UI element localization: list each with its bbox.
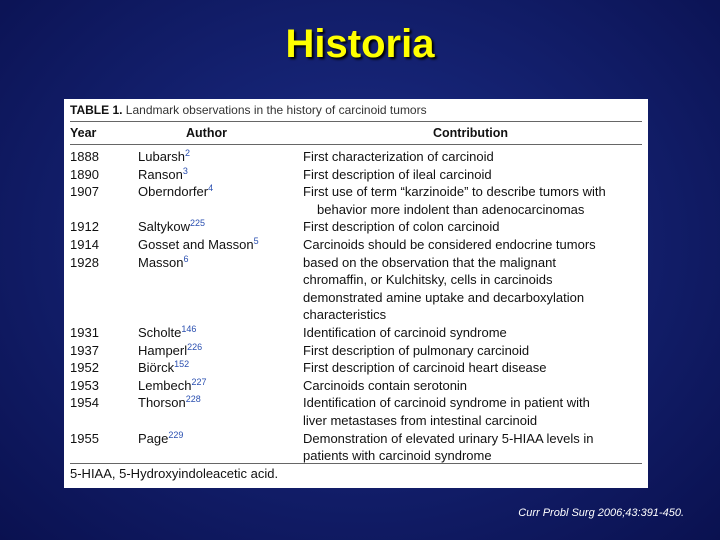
cell-contribution bbox=[303, 218, 642, 236]
contribution-line: First use of term “karzinoide” to describe tumors with bbox=[303, 184, 606, 200]
author-name: Page bbox=[138, 430, 169, 446]
cell-year: 1955 bbox=[70, 430, 99, 446]
contribution-line: Carcinoids should be considered endocrine tumors bbox=[303, 236, 596, 252]
table-row bbox=[70, 236, 642, 254]
cell-contribution bbox=[303, 166, 642, 184]
author-name: Lembech bbox=[138, 377, 192, 393]
contribution-line: demonstrated amine uptake and decarboxylation bbox=[303, 289, 585, 305]
table-row bbox=[70, 218, 642, 236]
cell-contribution bbox=[303, 183, 642, 218]
cell-author bbox=[138, 377, 303, 395]
cell-author bbox=[138, 148, 303, 166]
cell-contribution bbox=[303, 359, 642, 377]
author-name: Gosset and Masson bbox=[138, 236, 254, 252]
cell-author bbox=[138, 236, 303, 254]
table-row bbox=[70, 342, 642, 360]
cell-author bbox=[138, 166, 303, 184]
table-caption-text: Landmark observations in the history of carcinoid tumors bbox=[125, 103, 427, 117]
table-row bbox=[70, 166, 642, 184]
reference-number: 228 bbox=[185, 394, 201, 405]
cell-author bbox=[138, 394, 303, 429]
cell-author bbox=[138, 359, 303, 377]
contribution-line: Identification of carcinoid syndrome bbox=[303, 324, 507, 340]
cell-year: 1954 bbox=[70, 395, 99, 411]
table-caption-label: TABLE 1. bbox=[70, 103, 123, 117]
contribution-line: chromaffin, or Kulchitsky, cells in carcinoids bbox=[303, 272, 553, 288]
author-name: Masson bbox=[138, 254, 184, 270]
contribution-line: Demonstration of elevated urinary 5-HIAA levels in bbox=[303, 430, 594, 446]
contribution-line: First description of pulmonary carcinoid bbox=[303, 342, 530, 358]
table-caption bbox=[70, 101, 642, 122]
contribution-line: patients with carcinoid syndrome bbox=[303, 448, 492, 464]
cell-author bbox=[138, 430, 303, 465]
cell-year: 1931 bbox=[70, 324, 99, 340]
cell-contribution bbox=[303, 148, 642, 166]
reference-number: 3 bbox=[182, 165, 188, 176]
cell-author bbox=[138, 324, 303, 342]
cell-author bbox=[138, 342, 303, 360]
contribution-line: First characterization of carcinoid bbox=[303, 149, 494, 164]
contribution-line: behavior more indolent than adenocarcinomas bbox=[317, 201, 585, 217]
cell-contribution bbox=[303, 394, 642, 429]
contribution-line: Identification of carcinoid syndrome in patient with bbox=[303, 395, 590, 411]
table-row bbox=[70, 148, 642, 166]
cell-year: 1890 bbox=[70, 166, 99, 182]
citation: Curr Probl Surg 2006;43:391-450. bbox=[518, 507, 684, 519]
reference-number: 4 bbox=[208, 183, 214, 194]
reference-number: 229 bbox=[168, 429, 184, 440]
cell-author bbox=[138, 183, 303, 218]
author-name: Biörck bbox=[138, 360, 175, 376]
table-row bbox=[70, 359, 642, 377]
contribution-line: characteristics bbox=[303, 307, 387, 323]
cell-contribution bbox=[303, 430, 642, 465]
header-contribution: Contribution bbox=[433, 126, 508, 140]
cell-year: 1912 bbox=[70, 219, 99, 235]
author-name: Scholte bbox=[138, 324, 182, 340]
reference-number: 2 bbox=[184, 148, 190, 158]
reference-number: 6 bbox=[183, 253, 189, 264]
cell-contribution bbox=[303, 377, 642, 395]
cell-year: 1914 bbox=[70, 236, 99, 252]
reference-number: 152 bbox=[174, 359, 190, 370]
table-row bbox=[70, 183, 642, 218]
cell-contribution bbox=[303, 324, 642, 342]
contribution-line: First description of carcinoid heart disease bbox=[303, 360, 547, 376]
cell-author bbox=[138, 254, 303, 324]
header-author: Author bbox=[186, 126, 227, 140]
contribution-line: based on the observation that the malignant bbox=[303, 254, 556, 270]
cell-year: 1907 bbox=[70, 184, 99, 200]
reference-number: 227 bbox=[191, 376, 207, 387]
contribution-line: liver metastases from intestinal carcinoid bbox=[303, 412, 538, 428]
slide-title: Historia bbox=[285, 22, 435, 66]
author-name: Lubarsh bbox=[138, 149, 185, 164]
contribution-line: First description of ileal carcinoid bbox=[303, 166, 492, 182]
author-name: Saltykow bbox=[138, 219, 191, 235]
header-year: Year bbox=[70, 126, 97, 140]
cell-year: 1928 bbox=[70, 254, 99, 270]
table-row bbox=[70, 430, 642, 465]
cell-contribution bbox=[303, 342, 642, 360]
table-row bbox=[70, 394, 642, 429]
table-body bbox=[70, 148, 642, 465]
reference-number: 5 bbox=[253, 235, 259, 246]
landmark-table bbox=[64, 99, 648, 488]
reference-number: 225 bbox=[190, 218, 206, 229]
contribution-line: First description of colon carcinoid bbox=[303, 219, 500, 235]
reference-number: 146 bbox=[181, 323, 197, 334]
cell-author bbox=[138, 218, 303, 236]
reference-number: 226 bbox=[187, 341, 203, 352]
cell-contribution bbox=[303, 254, 642, 324]
table-row bbox=[70, 377, 642, 395]
table-row bbox=[70, 324, 642, 342]
cell-year: 1953 bbox=[70, 377, 99, 393]
table-footnote: 5-HIAA, 5-Hydroxyindoleacetic acid. bbox=[70, 463, 642, 485]
author-name: Oberndorfer bbox=[138, 184, 209, 200]
author-name: Ranson bbox=[138, 166, 183, 182]
cell-year: 1888 bbox=[70, 149, 99, 164]
cell-year: 1937 bbox=[70, 342, 99, 358]
cell-contribution bbox=[303, 236, 642, 254]
author-name: Hamperl bbox=[138, 342, 188, 358]
contribution-line: Carcinoids contain serotonin bbox=[303, 377, 468, 393]
cell-year: 1952 bbox=[70, 360, 99, 376]
table-header-row bbox=[70, 122, 642, 145]
table-row bbox=[70, 254, 642, 324]
author-name: Thorson bbox=[138, 395, 186, 411]
